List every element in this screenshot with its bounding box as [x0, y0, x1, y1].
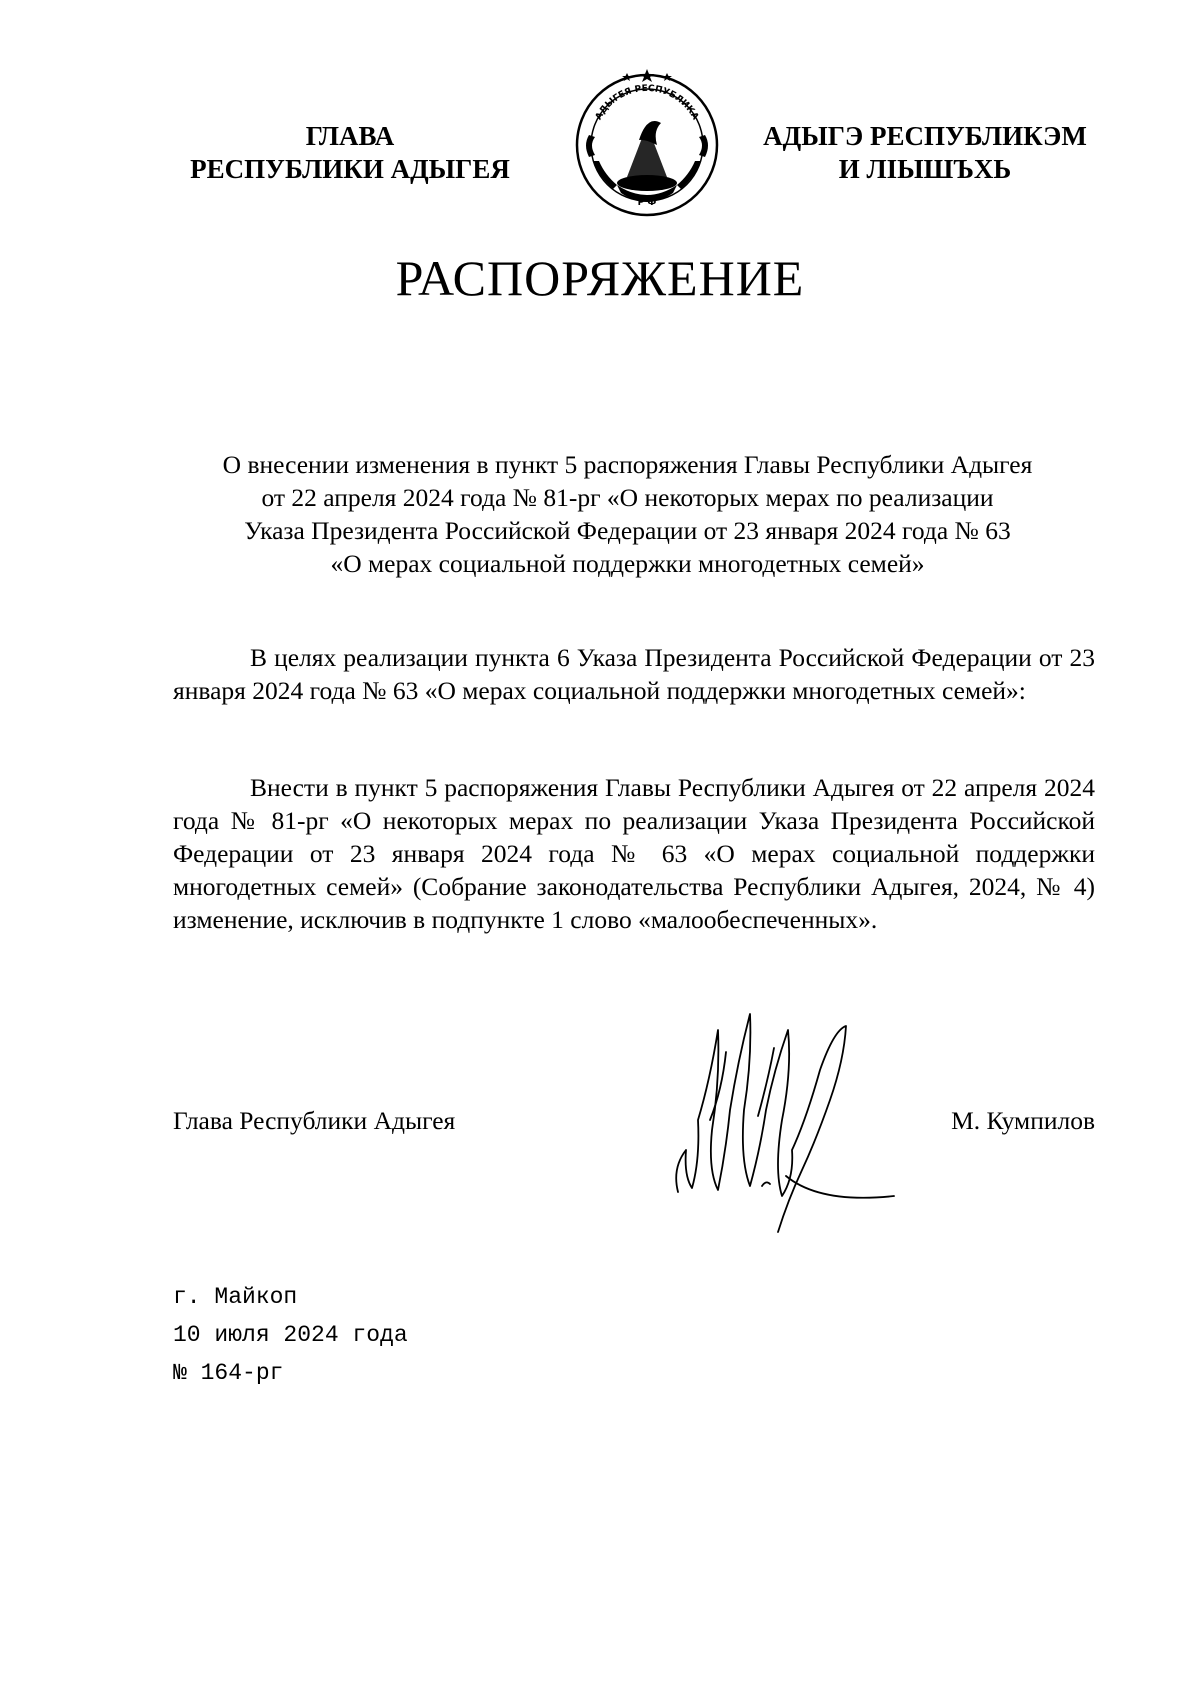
issuer-title-adyghe-line-1: АДЫГЭ РЕСПУБЛИКЭМ	[763, 121, 1087, 151]
emblem-ring-text: АДЫГЕЯ РЕСПУБЛИКА	[593, 83, 701, 122]
document-type-heading: РАСПОРЯЖЕНИЕ	[395, 250, 805, 306]
signatory-position: Глава Республики Адыгея	[173, 1106, 456, 1135]
document-subject	[160, 448, 1095, 580]
issue-place: г. Майкоп	[173, 1284, 298, 1310]
issue-details	[173, 1278, 408, 1392]
issuer-title-adyghe	[745, 120, 1105, 186]
issue-date: 10 июля 2024 года	[173, 1322, 408, 1348]
operative-paragraph: Внести в пункт 5 распоряжения Главы Республики Адыгея от 22 апреля 2024 года № 81-рг «О некоторых мерах по реализации Указа Президента Российской Федерации от 23 января 2024 года № 63 «О мерах социальной поддержки многодетных семей» (Собрание законодательства Республики Адыгея, 2024, № 4) изменение, исключив в подпункте 1 слово «малообеспеченных».	[173, 773, 1095, 934]
subject-line: от 22 апреля 2024 года № 81-рг «О некоторых мерах по реализации	[261, 483, 994, 512]
issuer-title-adyghe-line-2: И ЛІЫШЪХЬ	[838, 154, 1012, 184]
issuer-title-line-2: РЕСПУБЛИКИ АДЫГЕЯ	[190, 154, 510, 184]
subject-line: «О мерах социальной поддержки многодетных семей»	[330, 549, 925, 578]
svg-text:Р Ф: Р Ф	[637, 198, 657, 208]
svg-text:АДЫГЕЯ РЕСПУБЛИКА	[594, 84, 700, 122]
handwritten-signature-icon	[670, 1000, 900, 1240]
issuer-title-line-1: ГЛАВА	[305, 121, 395, 151]
issuer-title-russian	[170, 120, 530, 186]
document-number: № 164-рг	[173, 1360, 284, 1386]
subject-line: О внесении изменения в пункт 5 распоряжения Главы Республики Адыгея	[222, 450, 1033, 479]
preamble-paragraph: В целях реализации пункта 6 Указа Президента Российской Федерации от 23 января 2024 года № 63 «О мерах социальной поддержки многодетных семей»:	[173, 643, 1095, 705]
coat-of-arms-icon	[569, 65, 725, 221]
signatory-name: М. Кумпилов	[951, 1106, 1095, 1135]
subject-line: Указа Президента Российской Федерации от 23 января 2024 года № 63	[244, 516, 1011, 545]
